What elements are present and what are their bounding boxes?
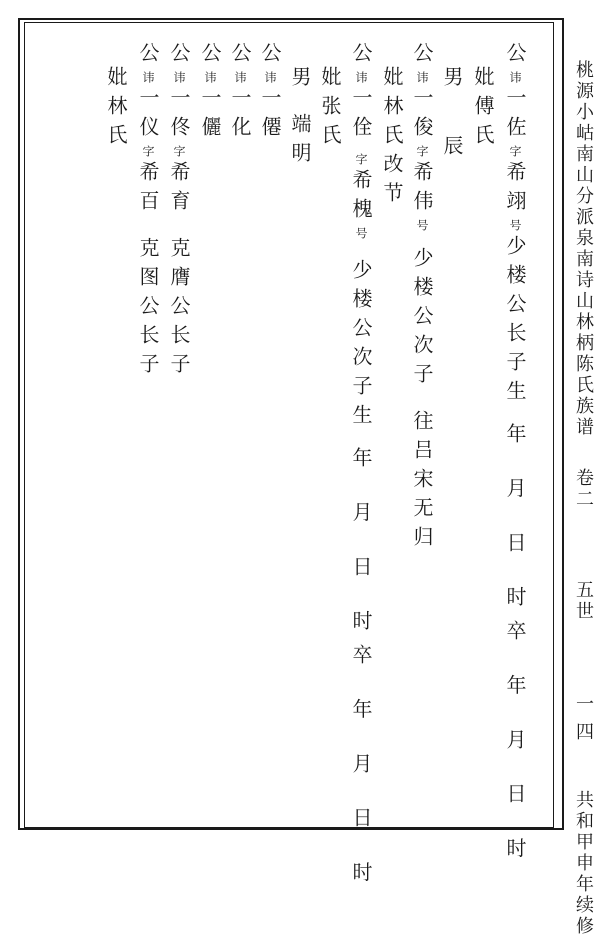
entry-yili	[200, 42, 220, 145]
entry-yihua	[230, 42, 250, 145]
person-name: 一儷	[198, 87, 222, 145]
zi-label: 字	[354, 153, 368, 169]
son-name: 辰	[440, 135, 464, 164]
zi-label: 字	[415, 145, 429, 161]
entry-yijun	[412, 42, 432, 555]
entry-wife-lin	[382, 66, 402, 211]
son-name: 端明	[288, 113, 312, 171]
hao-label: 号	[415, 219, 429, 235]
generation-label: 五世	[573, 580, 594, 622]
gong-label: 公	[410, 42, 434, 71]
wife-name: 妣张氏	[318, 66, 342, 153]
person-name: 一佐	[503, 87, 527, 145]
hui-label: 讳	[508, 71, 522, 87]
date-text: 年 月 日 时卒 年 月 日 时	[503, 423, 527, 872]
zi-label: 字	[172, 145, 186, 161]
date-text: 年 月 日 时卒 年 月 日 时	[349, 447, 373, 896]
entry-yizuo	[505, 42, 525, 872]
person-name: 一佺	[349, 87, 373, 145]
son-label: 男	[440, 66, 464, 95]
note-text: 往吕宋无归	[410, 410, 434, 555]
person-name: 一僊	[258, 87, 282, 145]
lineage-text: 少楼公长子生	[503, 235, 527, 409]
son-label: 男	[288, 66, 312, 95]
courtesy-name: 希翊	[503, 161, 527, 219]
entry-yiyi	[138, 42, 158, 382]
hui-label: 讳	[233, 71, 247, 87]
entry-yitong	[169, 42, 189, 382]
zi-label: 字	[141, 145, 155, 161]
gong-label: 公	[349, 42, 373, 71]
person-name: 一化	[228, 87, 252, 145]
courtesy-name: 希槐	[349, 169, 373, 227]
hui-label: 讳	[354, 71, 368, 87]
hao-label: 号	[354, 227, 368, 243]
edition-label: 共和甲申年续修	[573, 790, 594, 937]
hui-label: 讳	[263, 71, 277, 87]
person-name: 一仪	[136, 87, 160, 145]
entry-yixian	[260, 42, 280, 145]
courtesy-name: 希育	[167, 161, 191, 219]
lineage-text: 少楼公次子	[410, 247, 434, 392]
gong-label: 公	[198, 42, 222, 71]
entry-wife-zhang	[320, 66, 340, 153]
entry-wife-fu	[473, 66, 493, 153]
hui-label: 讳	[141, 71, 155, 87]
page-number: 一四	[573, 694, 594, 750]
wife-name: 妣林氏改节	[380, 66, 404, 211]
gong-label: 公	[228, 42, 252, 71]
person-name: 一佟	[167, 87, 191, 145]
entry-son-duanming	[290, 66, 310, 171]
wife-name: 妣林氏	[104, 66, 128, 153]
person-name: 一俊	[410, 87, 434, 145]
lineage-text: 克图公长子	[136, 237, 160, 382]
gong-label: 公	[503, 42, 527, 71]
genealogy-header	[574, 60, 592, 937]
lineage-text: 少楼公次子生	[349, 259, 373, 433]
courtesy-name: 希百	[136, 161, 160, 219]
courtesy-name: 希伟	[410, 161, 434, 219]
gong-label: 公	[136, 42, 160, 71]
volume-label: 卷二	[573, 468, 594, 510]
entry-son-chen	[442, 66, 462, 164]
gong-label: 公	[167, 42, 191, 71]
hao-label: 号	[508, 219, 522, 235]
entry-wife-lin-2	[106, 66, 126, 153]
gong-label: 公	[258, 42, 282, 71]
entry-yiquan	[351, 42, 371, 896]
hui-label: 讳	[415, 71, 429, 87]
hui-label: 讳	[203, 71, 217, 87]
lineage-text: 克膺公长子	[167, 237, 191, 382]
book-title: 桃源小岵南山分派泉南诗山林柄陈氏族谱	[573, 60, 594, 438]
wife-name: 妣傅氏	[471, 66, 495, 153]
hui-label: 讳	[172, 71, 186, 87]
zi-label: 字	[508, 145, 522, 161]
